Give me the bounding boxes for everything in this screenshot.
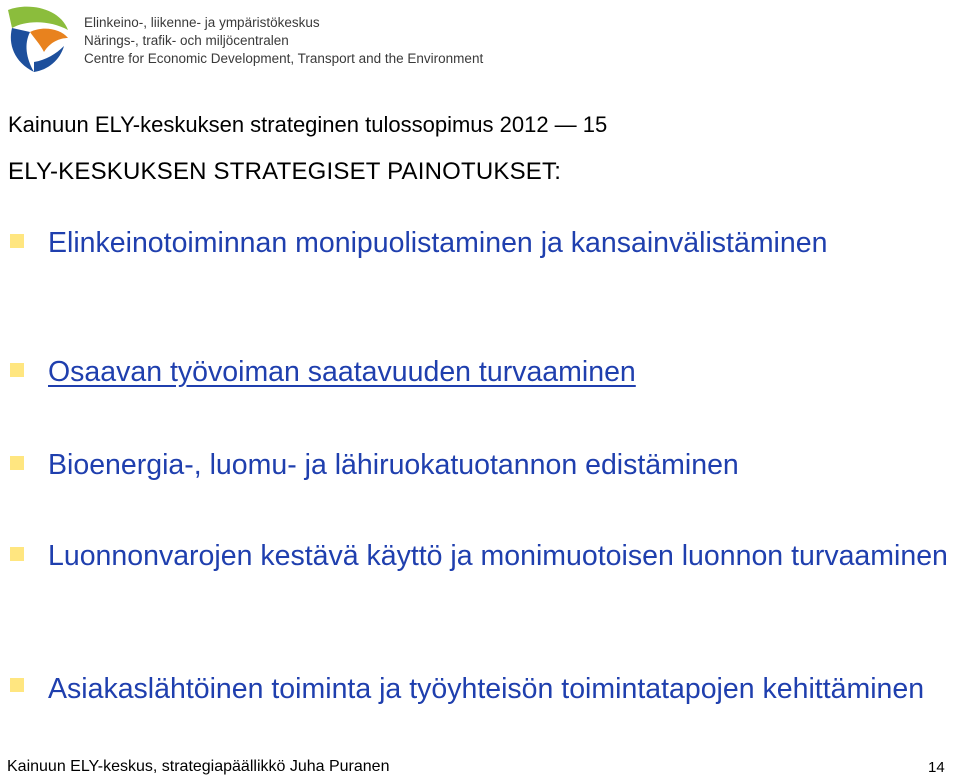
bullet-text: Elinkeinotoiminnan monipuolistaminen ja kansainvälistäminen	[48, 227, 828, 259]
org-name-english: Centre for Economic Development, Transport and the Environment	[84, 51, 484, 66]
bullet-marker-icon	[10, 678, 24, 692]
slide-subtitle: Kainuun ELY-keskuksen strateginen tulossopimus 2012 — 15	[8, 112, 608, 137]
bullet-text: Asiakaslähtöinen toiminta ja työyhteisön toimintatapojen kehittäminen	[48, 673, 925, 705]
org-name-swedish: Närings-, trafik- och miljöcentralen	[84, 33, 289, 48]
bullet-marker-icon	[10, 547, 24, 561]
org-name-finnish: Elinkeino-, liikenne- ja ympäristökeskus	[84, 15, 320, 30]
bullet-marker-icon	[10, 363, 24, 377]
slide-heading: ELY-KESKUKSEN STRATEGISET PAINOTUKSET:	[8, 158, 562, 185]
bullet-text: Luonnonvarojen kestävä käyttö ja monimuotoisen luonnon turvaaminen	[48, 540, 948, 572]
page-number: 14	[928, 759, 945, 776]
bullet-marker-icon	[10, 456, 24, 470]
bullet-text: Bioenergia-, luomu- ja lähiruokatuotannon edistäminen	[48, 449, 739, 481]
bullet-text-link[interactable]: Osaavan työvoiman saatavuuden turvaaminen	[48, 356, 636, 388]
ely-logo-icon	[4, 4, 72, 74]
bullet-marker-icon	[10, 234, 24, 248]
organization-name	[84, 14, 483, 68]
slide-footer: Kainuun ELY-keskus, strategiapäällikkö Juha Puranen	[7, 758, 390, 775]
